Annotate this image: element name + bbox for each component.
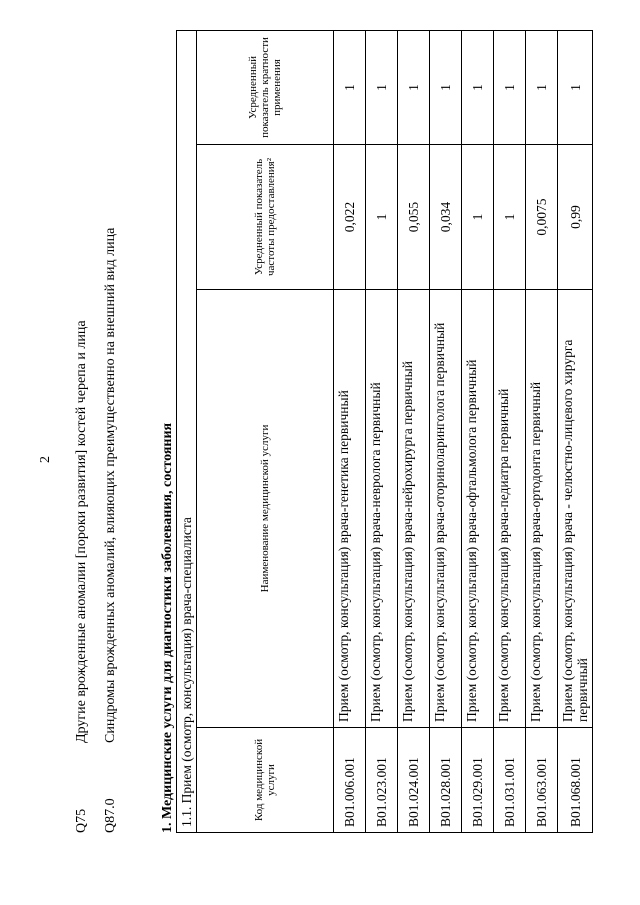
table-row (334, 31, 366, 833)
header-code: Код медицинской услуги (197, 728, 334, 833)
service-name: Прием (осмотр, консультация) врача - челюстно-лицевого хирурга первичный (558, 290, 593, 728)
header-name: Наименование медицинской услуги (197, 290, 334, 728)
page-number: 2 (38, 456, 53, 463)
multiplicity-value: 1 (494, 31, 526, 145)
diagnosis-code: Q75 (74, 808, 89, 833)
multiplicity-value: 1 (334, 31, 366, 145)
table-row (398, 31, 430, 833)
subsection-title: 1.1. Прием (осмотр, консультация) врача-специалиста (177, 31, 197, 833)
service-code: B01.006.001 (334, 728, 366, 833)
section-title: 1. Медицинские услуги для диагностики заболевания, состояния (160, 422, 175, 833)
multiplicity-value: 1 (462, 31, 494, 145)
frequency-value: 0,055 (398, 145, 430, 290)
multiplicity-value: 1 (526, 31, 558, 145)
table-row (462, 31, 494, 833)
service-name: Прием (осмотр, консультация) врача-педиатра первичный (494, 290, 526, 728)
multiplicity-value: 1 (430, 31, 462, 145)
frequency-value: 1 (494, 145, 526, 290)
frequency-value: 1 (366, 145, 398, 290)
header-frequency: Усредненный показатель частоты предоставления² (197, 145, 334, 290)
service-code: B01.031.001 (494, 728, 526, 833)
diagnosis-code: Q87.0 (103, 798, 118, 833)
table-row (366, 31, 398, 833)
table-header-row (197, 31, 334, 833)
service-name: Прием (осмотр, консультация) врача-генетика первичный (334, 290, 366, 728)
service-name: Прием (осмотр, консультация) врача-невролога первичный (366, 290, 398, 728)
service-code: B01.063.001 (526, 728, 558, 833)
services-table (176, 30, 593, 833)
table-row (494, 31, 526, 833)
table-row (526, 31, 558, 833)
header-multiplicity: Усредненный показатель кратности применения (197, 31, 334, 145)
multiplicity-value: 1 (398, 31, 430, 145)
subsection-row (177, 31, 197, 833)
frequency-value: 0,034 (430, 145, 462, 290)
service-name: Прием (осмотр, консультация) врача-нейрохирурга первичный (398, 290, 430, 728)
service-name: Прием (осмотр, консультация) врача-оториноларинголога первичный (430, 290, 462, 728)
service-name: Прием (осмотр, консультация) врача-ортодонта первичный (526, 290, 558, 728)
multiplicity-value: 1 (558, 31, 593, 145)
service-code: B01.024.001 (398, 728, 430, 833)
service-code: B01.028.001 (430, 728, 462, 833)
frequency-value: 0,99 (558, 145, 593, 290)
service-code: B01.023.001 (366, 728, 398, 833)
table-row (430, 31, 462, 833)
multiplicity-value: 1 (366, 31, 398, 145)
table-row (558, 31, 593, 833)
frequency-value: 1 (462, 145, 494, 290)
diagnosis-text: Другие врожденные аномалии [пороки развития] костей черепа и лица (74, 320, 89, 743)
diagnosis-text: Синдромы врожденных аномалий, влияющих преимущественно на внешний вид лица (103, 227, 118, 743)
service-name: Прием (осмотр, консультация) врача-офтальмолога первичный (462, 290, 494, 728)
service-code: B01.029.001 (462, 728, 494, 833)
frequency-value: 0,0075 (526, 145, 558, 290)
frequency-value: 0,022 (334, 145, 366, 290)
service-code: B01.068.001 (558, 728, 593, 833)
